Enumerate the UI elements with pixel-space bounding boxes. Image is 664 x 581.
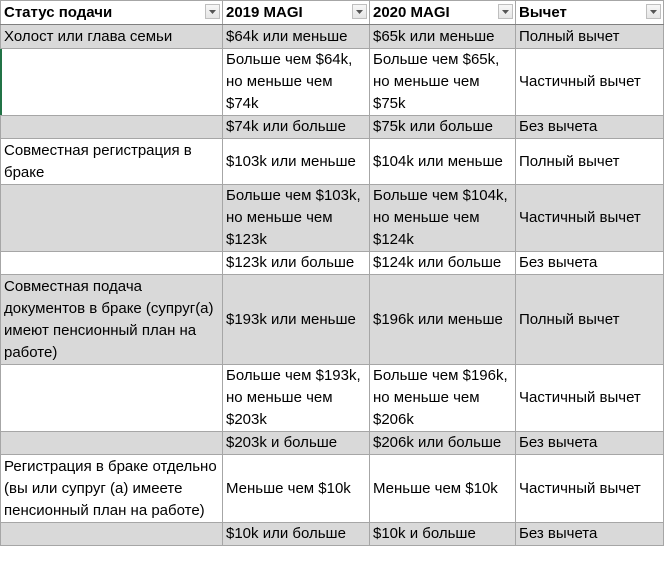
table-row xyxy=(1,432,664,455)
cell-magi-2020[interactable]: $124k или больше xyxy=(370,252,516,275)
cell-status[interactable] xyxy=(1,49,223,116)
dropdown-arrow-icon xyxy=(650,10,657,14)
cell-deduction[interactable]: Без вычета xyxy=(516,523,664,546)
header-label-magi-2020: 2020 MAGI xyxy=(373,3,450,21)
cell-deduction[interactable]: Частичный вычет xyxy=(516,455,664,523)
cell-magi-2019[interactable]: $123k или больше xyxy=(223,252,370,275)
cell-magi-2019[interactable]: $103k или меньше xyxy=(223,139,370,185)
table-row xyxy=(1,275,664,365)
cell-status[interactable] xyxy=(1,432,223,455)
cell-deduction[interactable]: Частичный вычет xyxy=(516,49,664,116)
dropdown-arrow-icon xyxy=(502,10,509,14)
header-row xyxy=(1,1,664,25)
cell-status[interactable] xyxy=(1,185,223,252)
cell-magi-2020[interactable]: $104k или меньше xyxy=(370,139,516,185)
selected-cell-edge xyxy=(0,49,2,115)
table-row xyxy=(1,523,664,546)
cell-magi-2019[interactable]: Больше чем $64k, но меньше чем $74k xyxy=(223,49,370,116)
cell-deduction[interactable]: Без вычета xyxy=(516,252,664,275)
cell-status[interactable] xyxy=(1,365,223,432)
header-label-deduction: Вычет xyxy=(519,3,567,21)
cell-status[interactable] xyxy=(1,523,223,546)
cell-magi-2020[interactable]: $65k или меньше xyxy=(370,25,516,49)
cell-magi-2019[interactable]: $10k или больше xyxy=(223,523,370,546)
header-label-status: Статус подачи xyxy=(4,3,113,21)
table-row xyxy=(1,139,664,185)
dropdown-arrow-icon xyxy=(209,10,216,14)
header-magi-2019 xyxy=(223,1,370,25)
cell-magi-2020[interactable]: Больше чем $104k, но меньше чем $124k xyxy=(370,185,516,252)
cell-magi-2020[interactable]: $75k или больше xyxy=(370,116,516,139)
cell-magi-2020[interactable]: Больше чем $196k, но меньше чем $206k xyxy=(370,365,516,432)
filter-magi-2019-button[interactable] xyxy=(352,4,367,19)
table-row xyxy=(1,455,664,523)
cell-magi-2019[interactable]: Больше чем $103k, но меньше чем $123k xyxy=(223,185,370,252)
table-row xyxy=(1,25,664,49)
cell-magi-2020[interactable]: $206k или больше xyxy=(370,432,516,455)
header-status xyxy=(1,1,223,25)
table-row xyxy=(1,365,664,432)
header-magi-2020 xyxy=(370,1,516,25)
cell-magi-2020[interactable]: $10k и больше xyxy=(370,523,516,546)
cell-deduction[interactable]: Без вычета xyxy=(516,432,664,455)
cell-status[interactable]: Регистрация в браке отдельно (вы или супруг (а) имеете пенсионный план на работе) xyxy=(1,455,223,523)
cell-magi-2019[interactable]: Меньше чем $10k xyxy=(223,455,370,523)
table-row xyxy=(1,185,664,252)
cell-status[interactable] xyxy=(1,116,223,139)
cell-deduction[interactable]: Полный вычет xyxy=(516,25,664,49)
cell-magi-2019[interactable]: $193k или меньше xyxy=(223,275,370,365)
cell-deduction[interactable]: Частичный вычет xyxy=(516,185,664,252)
cell-magi-2020[interactable]: Меньше чем $10k xyxy=(370,455,516,523)
cell-status[interactable]: Совместная подача документов в браке (супруг(а) имеют пенсионный план на работе) xyxy=(1,275,223,365)
cell-status[interactable]: Холост или глава семьи xyxy=(1,25,223,49)
cell-magi-2019[interactable]: $64k или меньше xyxy=(223,25,370,49)
cell-deduction[interactable]: Частичный вычет xyxy=(516,365,664,432)
cell-deduction[interactable]: Без вычета xyxy=(516,116,664,139)
cell-magi-2020[interactable]: Больше чем $65k, но меньше чем $75k xyxy=(370,49,516,116)
table-row xyxy=(1,252,664,275)
filter-status-button[interactable] xyxy=(205,4,220,19)
cell-magi-2020[interactable]: $196k или меньше xyxy=(370,275,516,365)
cell-magi-2019[interactable]: $74k или больше xyxy=(223,116,370,139)
cell-magi-2019[interactable]: Больше чем $193k, но меньше чем $203k xyxy=(223,365,370,432)
cell-magi-2019[interactable]: $203k и больше xyxy=(223,432,370,455)
header-label-magi-2019: 2019 MAGI xyxy=(226,3,303,21)
filter-deduction-button[interactable] xyxy=(646,4,661,19)
dropdown-arrow-icon xyxy=(356,10,363,14)
table-row xyxy=(1,116,664,139)
cell-status[interactable] xyxy=(1,252,223,275)
table-row xyxy=(1,49,664,116)
cell-status[interactable]: Совместная регистрация в браке xyxy=(1,139,223,185)
header-deduction xyxy=(516,1,664,25)
filter-magi-2020-button[interactable] xyxy=(498,4,513,19)
cell-deduction[interactable]: Полный вычет xyxy=(516,275,664,365)
cell-deduction[interactable]: Полный вычет xyxy=(516,139,664,185)
